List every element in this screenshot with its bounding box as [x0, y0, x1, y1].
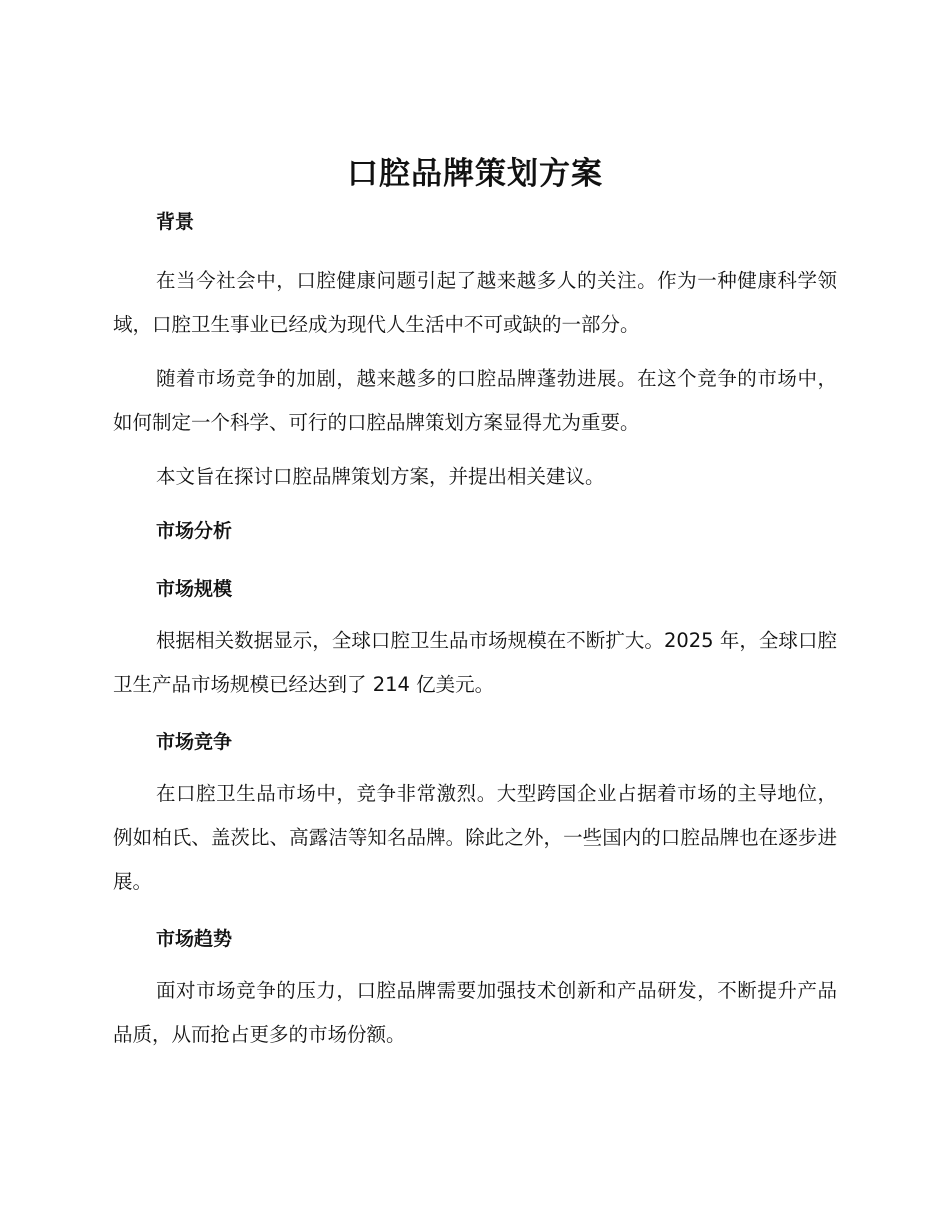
section-heading-market-analysis: 市场分析	[156, 520, 233, 542]
document-title: 口腔品牌策划方案	[347, 156, 603, 192]
market-competition-paragraph: 在口腔卫生品市场中，竞争非常激烈。大型跨国企业占据着市场的主导地位，例如柏氏、盖茨比、高露洁等知名品牌。除此之外，一些国内的口腔品牌也在逐步进展。	[113, 782, 837, 893]
background-paragraph-1: 在当今社会中，口腔健康问题引起了越来越多人的关注。作为一种健康科学领域，口腔卫生事业已经成为现代人生活中不可或缺的一部分。	[113, 269, 837, 336]
section-heading-market-competition: 市场竞争	[156, 731, 233, 753]
market-trend-paragraph: 面对市场竞争的压力，口腔品牌需要加强技术创新和产品研发，不断提升产品品质，从而抢占更多的市场份额。	[113, 979, 837, 1046]
market-size-paragraph: 根据相关数据显示，全球口腔卫生品市场规模在不断扩大。2025 年，全球口腔卫生产品市场规模已经达到了 214 亿美元。	[113, 629, 837, 696]
background-paragraph-2: 随着市场竞争的加剧，越来越多的口腔品牌蓬勃进展。在这个竞争的市场中，如何制定一个科学、可行的口腔品牌策划方案显得尤为重要。	[113, 367, 837, 434]
section-heading-background: 背景	[156, 211, 195, 233]
section-heading-market-trend: 市场趋势	[156, 928, 233, 950]
background-paragraph-3: 本文旨在探讨口腔品牌策划方案，并提出相关建议。	[156, 465, 605, 488]
section-heading-market-size: 市场规模	[156, 578, 233, 600]
